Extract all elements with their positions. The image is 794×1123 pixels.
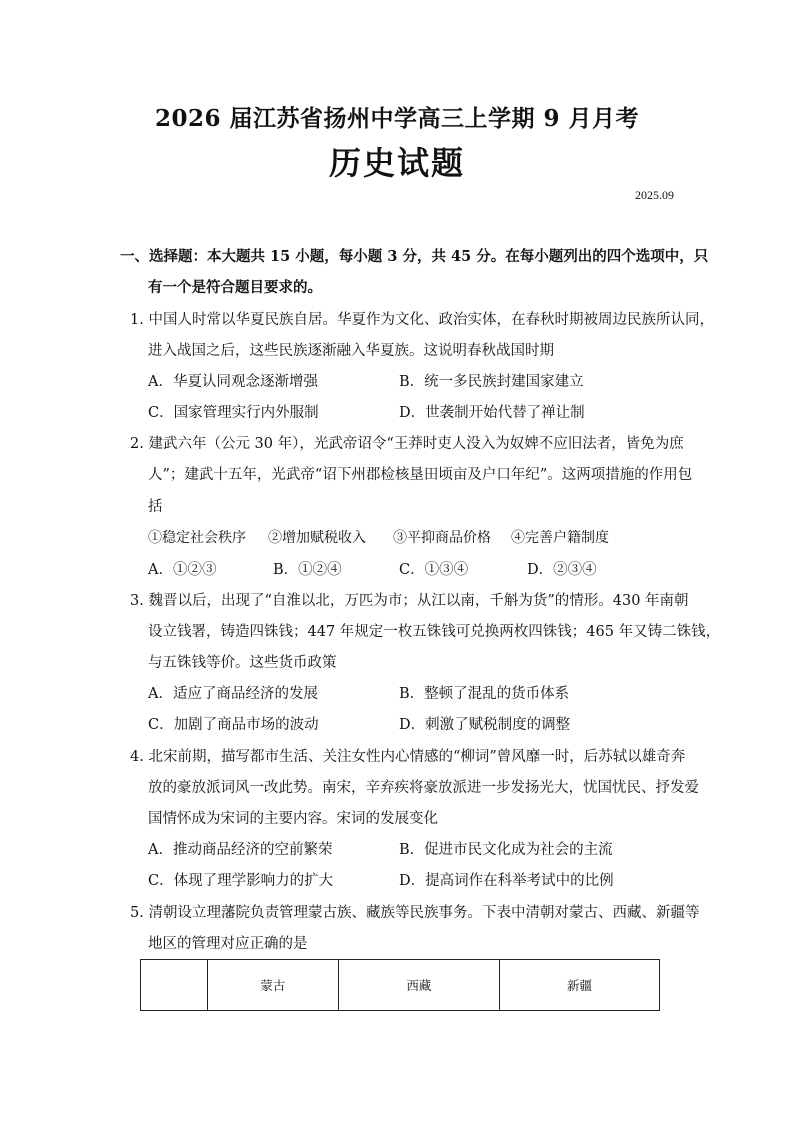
question-text-line: 5. 清朝设立理藩院负责管理蒙古族、藏族等民族事务。下表中清朝对蒙古、西藏、新疆等 <box>130 905 700 921</box>
question-text-line: 括 <box>148 499 163 515</box>
question-text-line: 2. 建武六年（公元 30 年），光武帝诏令“王莽时吏人没入为奴婢不应旧法者，皆免为庶 <box>130 436 684 452</box>
option-d: D．世袭制开始代替了禅让制 <box>399 405 585 421</box>
question-text-line: 国情怀成为宋词的主要内容。宋词的发展变化 <box>148 811 438 827</box>
option-c: C．加剧了商品市场的波动 <box>148 717 319 733</box>
option-c: C．国家管理实行内外服制 <box>148 405 319 421</box>
option-d: D．提高词作在科举考试中的比例 <box>399 873 614 889</box>
table-header-row <box>141 960 660 1011</box>
option-c: C．①③④ <box>399 562 469 578</box>
option-b: B．①②④ <box>273 562 342 578</box>
question-text-line: 1. 中国人时常以华夏民族自居。华夏作为文化、政治实体，在春秋时期被周边民族所认同， <box>130 312 714 328</box>
option-a: A．适应了商品经济的发展 <box>148 686 318 702</box>
question-text-line: 与五铢钱等价。这些货币政策 <box>148 655 337 671</box>
question-text-line: 设立钱署，铸造四铢钱；447 年规定一枚五铢钱可兑换两枚四铢钱；465 年又铸二铢钱， <box>148 624 721 640</box>
table-header-cell: 西藏 <box>338 960 499 1011</box>
statement-item: ③平抑商品价格 <box>393 530 491 546</box>
table-header-cell: 新疆 <box>499 960 659 1011</box>
section-heading-line1: 一、选择题：本大题共 15 小题，每小题 3 分，共 45 分。在每小题列出的四个选项中，只 <box>120 248 709 265</box>
option-a: A．推动商品经济的空前繁荣 <box>148 842 333 858</box>
table-header-cell <box>141 960 208 1011</box>
question-text-line: 人”；建武十五年，光武帝“诏下州郡检核垦田顷亩及户口年纪”。这两项措施的作用包 <box>148 467 693 483</box>
question-text-line: 3. 魏晋以后，出现了“自淮以北，万匹为市；从江以南，千斛为货”的情形。430 年南朝 <box>130 593 689 609</box>
statement-item: ②增加赋税收入 <box>268 530 366 546</box>
option-b: B．整顿了混乱的货币体系 <box>399 686 570 702</box>
question-text-line: 放的豪放派词风一改此势。南宋，辛弃疾将豪放派进一步发扬光大，忧国忧民、抒发爱 <box>148 780 699 796</box>
section-heading-line2: 有一个是符合题目要求的。 <box>148 279 322 296</box>
table-header-cell: 蒙古 <box>207 960 338 1011</box>
option-d: D．刺激了赋税制度的调整 <box>399 717 571 733</box>
exam-subject: 历史试题 <box>328 144 465 182</box>
question-text-line: 地区的管理对应正确的是 <box>148 936 308 952</box>
question-text-line: 进入战国之后，这些民族逐渐融入华夏族。这说明春秋战国时期 <box>148 343 554 359</box>
question-text-line: 4. 北宋前期，描写都市生活、关注女性内心情感的“柳词”曾风靡一时，后苏轼以雄奇奔 <box>130 749 686 765</box>
option-b: B．促进市民文化成为社会的主流 <box>399 842 613 858</box>
region-table <box>140 959 660 1011</box>
option-a: A．华夏认同观念逐渐增强 <box>148 374 318 390</box>
exam-date: 2025.09 <box>635 188 674 202</box>
statement-item: ①稳定社会秩序 <box>148 530 246 546</box>
option-c: C．体现了理学影响力的扩大 <box>148 873 334 889</box>
option-b: B．统一多民族封建国家建立 <box>399 374 584 390</box>
option-a: A．①②③ <box>148 562 217 578</box>
option-d: D．②③④ <box>527 562 597 578</box>
statement-item: ④完善户籍制度 <box>511 530 609 546</box>
exam-title: 2026 届江苏省扬州中学高三上学期 9 月月考 <box>154 105 640 132</box>
